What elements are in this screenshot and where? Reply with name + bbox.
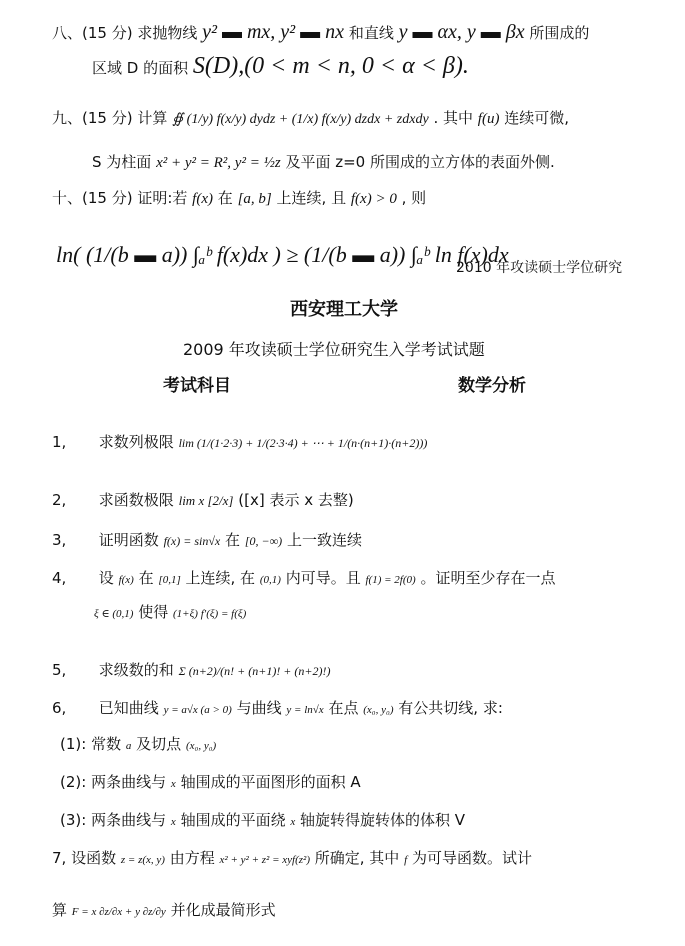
question-text-t1: 与曲线 <box>236 699 282 717</box>
question-4-line1 <box>52 568 555 590</box>
problem-9-prefix: 九、(15 分) 计算 <box>52 109 168 127</box>
sub-item-1 <box>60 734 216 756</box>
constant-a: a <box>125 740 132 752</box>
surface-equations: x² + y² = R², y² = ½z <box>156 155 281 171</box>
question-text-t1: 在 <box>138 569 154 587</box>
floor-note: ([x] 表示 x 去整) <box>238 491 354 509</box>
sub-item-text-2: 轴围成的平面图形的面积 A <box>180 773 361 791</box>
question-text-t3: 内可导。且 <box>285 569 361 587</box>
question-2 <box>52 490 354 511</box>
question-4-line2 <box>94 602 246 624</box>
question-text-compute: 算 <box>52 901 68 919</box>
tangent-point: (x₀, y₀) <box>185 740 217 752</box>
sub-item-2 <box>60 772 361 794</box>
problem-9-line2 <box>92 152 555 173</box>
question-text-make: 使得 <box>138 603 169 621</box>
question-number: 7, <box>52 849 67 867</box>
problem-8-mid: 和直线 <box>348 24 394 42</box>
sub-item-text-3: 轴旋转得旋转体的体积 V <box>300 811 466 829</box>
problem-8-line2-prefix: 区域 D 的面积 <box>92 59 189 77</box>
question-text-3: 上一致连续 <box>286 531 362 549</box>
problem-10-then: , 则 <box>401 189 427 207</box>
question-number: 3, <box>52 531 67 549</box>
problem-10-inequality-line <box>56 240 509 271</box>
question-5 <box>52 660 331 681</box>
question-number: 2, <box>52 491 67 509</box>
implicit-function: z = z(x, y) <box>120 854 165 866</box>
university-name: 西安理工大学 <box>290 299 398 320</box>
subject-label: 考试科目 <box>163 376 231 396</box>
interval-ab: [a, b] <box>237 191 272 207</box>
question-number: 6, <box>52 699 67 717</box>
curve-1: y = a√x (a > 0) <box>163 704 232 716</box>
sub-item-text: 常数 <box>91 735 122 753</box>
sub-item-text-2: 轴围成的平面绕 <box>180 811 286 829</box>
curve-2: y = ln√x <box>286 704 324 716</box>
sequence-limit-expression: lim (1/(1·2·3) + 1/(2·3·4) + ⋯ + 1/(n·(n+1)·(n+2))) <box>178 436 428 450</box>
function-definition: f(x) = sin√x <box>163 534 221 548</box>
function-fx: f(x) <box>192 191 213 207</box>
x-axis-symbol-2: x <box>290 816 296 828</box>
interval: [0, −∞) <box>244 534 283 548</box>
surface-integral: ∯ (1/y) f(x/y) dydz + (1/x) f(x/y) dzdx + zdxdy <box>172 112 429 127</box>
problem-8-prefix: 八、(15 分) 求抛物线 <box>52 24 198 42</box>
x-axis-symbol: x <box>170 816 176 828</box>
x-axis-symbol: x <box>170 778 176 790</box>
sub-item-3 <box>60 810 465 832</box>
parabola-equations: y² ▬ mx, y² ▬ nx <box>202 21 345 43</box>
line-equations: y ▬ αx, y ▬ βx <box>398 21 525 43</box>
problem-9-cont: 连续可微, <box>504 109 570 127</box>
sub-item-text: 两条曲线与 <box>91 811 167 829</box>
question-text-simplify: 并化成最简形式 <box>170 901 276 919</box>
question-6 <box>52 698 503 720</box>
problem-10-in: 在 <box>217 189 233 207</box>
question-text-t2: 所确定, 其中 <box>314 849 400 867</box>
boundary-condition: f(1) = 2f(0) <box>365 574 416 586</box>
problem-10-line1 <box>52 188 426 209</box>
problem-9-note: . 其中 <box>433 109 473 127</box>
problem-8-line2 <box>92 53 469 79</box>
sub-item-label: (3): <box>60 811 87 829</box>
target-expression: F = x ∂z/∂x + y ∂z/∂y <box>71 906 166 918</box>
defining-equation: x² + y² + z² = xyf(z²) <box>219 854 310 866</box>
jensen-inequality: ln( (1/(b ▬ a)) ∫ₐᵇ f(x)dx ) ≥ (1/(b ▬ a)) ∫ₐᵇ ln f(x)dx <box>56 242 509 267</box>
question-number: 4, <box>52 569 67 587</box>
question-text: 设函数 <box>71 849 117 867</box>
series-expression: Σ (n+2)/(n! + (n+1)! + (n+2)!) <box>178 664 331 678</box>
area-expression: S(D),(0 < m < n, 0 < α < β). <box>192 53 469 79</box>
question-3 <box>52 530 362 551</box>
question-text: 求级数的和 <box>98 661 174 679</box>
interval-closed: [0,1] <box>158 574 181 586</box>
problem-10-cont: 上连续, 且 <box>276 189 347 207</box>
tangent-point: (x₀, y₀) <box>363 704 394 716</box>
function-fx: f(x) <box>118 574 134 586</box>
next-year-header-fragment: 2010 年攻读硕士学位研究 <box>456 260 623 276</box>
problem-9-line2-suffix: 及平面 z=0 所围成的立方体的表面外侧. <box>285 153 555 171</box>
sub-item-text-2: 及切点 <box>136 735 182 753</box>
question-text-t4: 。证明至少存在一点 <box>420 569 556 587</box>
problem-10-tail <box>456 258 622 278</box>
question-text-t3: 有公共切线, 求: <box>398 699 503 717</box>
question-text-2: 在 <box>225 531 241 549</box>
question-1 <box>52 432 427 453</box>
question-text: 已知曲线 <box>98 699 159 717</box>
sub-item-text: 两条曲线与 <box>91 773 167 791</box>
target-equation: (1+ξ) f′(ξ) = f(ξ) <box>173 608 247 620</box>
question-text-t2: 上连续, 在 <box>185 569 256 587</box>
xi-range: ξ ∈ (0,1) <box>94 608 134 620</box>
question-text-t3: 为可导函数。试计 <box>411 849 532 867</box>
question-text: 证明函数 <box>98 531 159 549</box>
function-f: f <box>404 854 408 866</box>
exam-title: 2009 年攻读硕士学位研究生入学考试试题 <box>183 340 485 359</box>
question-number: 5, <box>52 661 67 679</box>
question-text: 求数列极限 <box>98 433 174 451</box>
problem-9-line2-prefix: S 为柱面 <box>92 153 152 171</box>
subject-name: 数学分析 <box>458 376 526 396</box>
question-text-t1: 由方程 <box>169 849 215 867</box>
question-7-line2 <box>52 900 276 922</box>
function-limit-expression: lim x [2/x] <box>178 493 234 508</box>
problem-9-line1 <box>52 108 569 130</box>
question-text: 求函数极限 <box>98 491 174 509</box>
positivity-condition: f(x) > 0 <box>350 191 397 207</box>
problem-10-prefix: 十、(15 分) 证明:若 <box>52 189 188 207</box>
question-text-t2: 在点 <box>328 699 359 717</box>
question-7-line1 <box>52 848 532 870</box>
sub-item-label: (1): <box>60 735 87 753</box>
question-number: 1, <box>52 433 67 451</box>
question-text: 设 <box>98 569 114 587</box>
sub-item-label: (2): <box>60 773 87 791</box>
function-fu: f(u) <box>477 111 500 127</box>
problem-8-suffix: 所围成的 <box>529 24 590 42</box>
interval-open: (0,1) <box>259 574 281 586</box>
problem-8-line1 <box>52 22 589 43</box>
